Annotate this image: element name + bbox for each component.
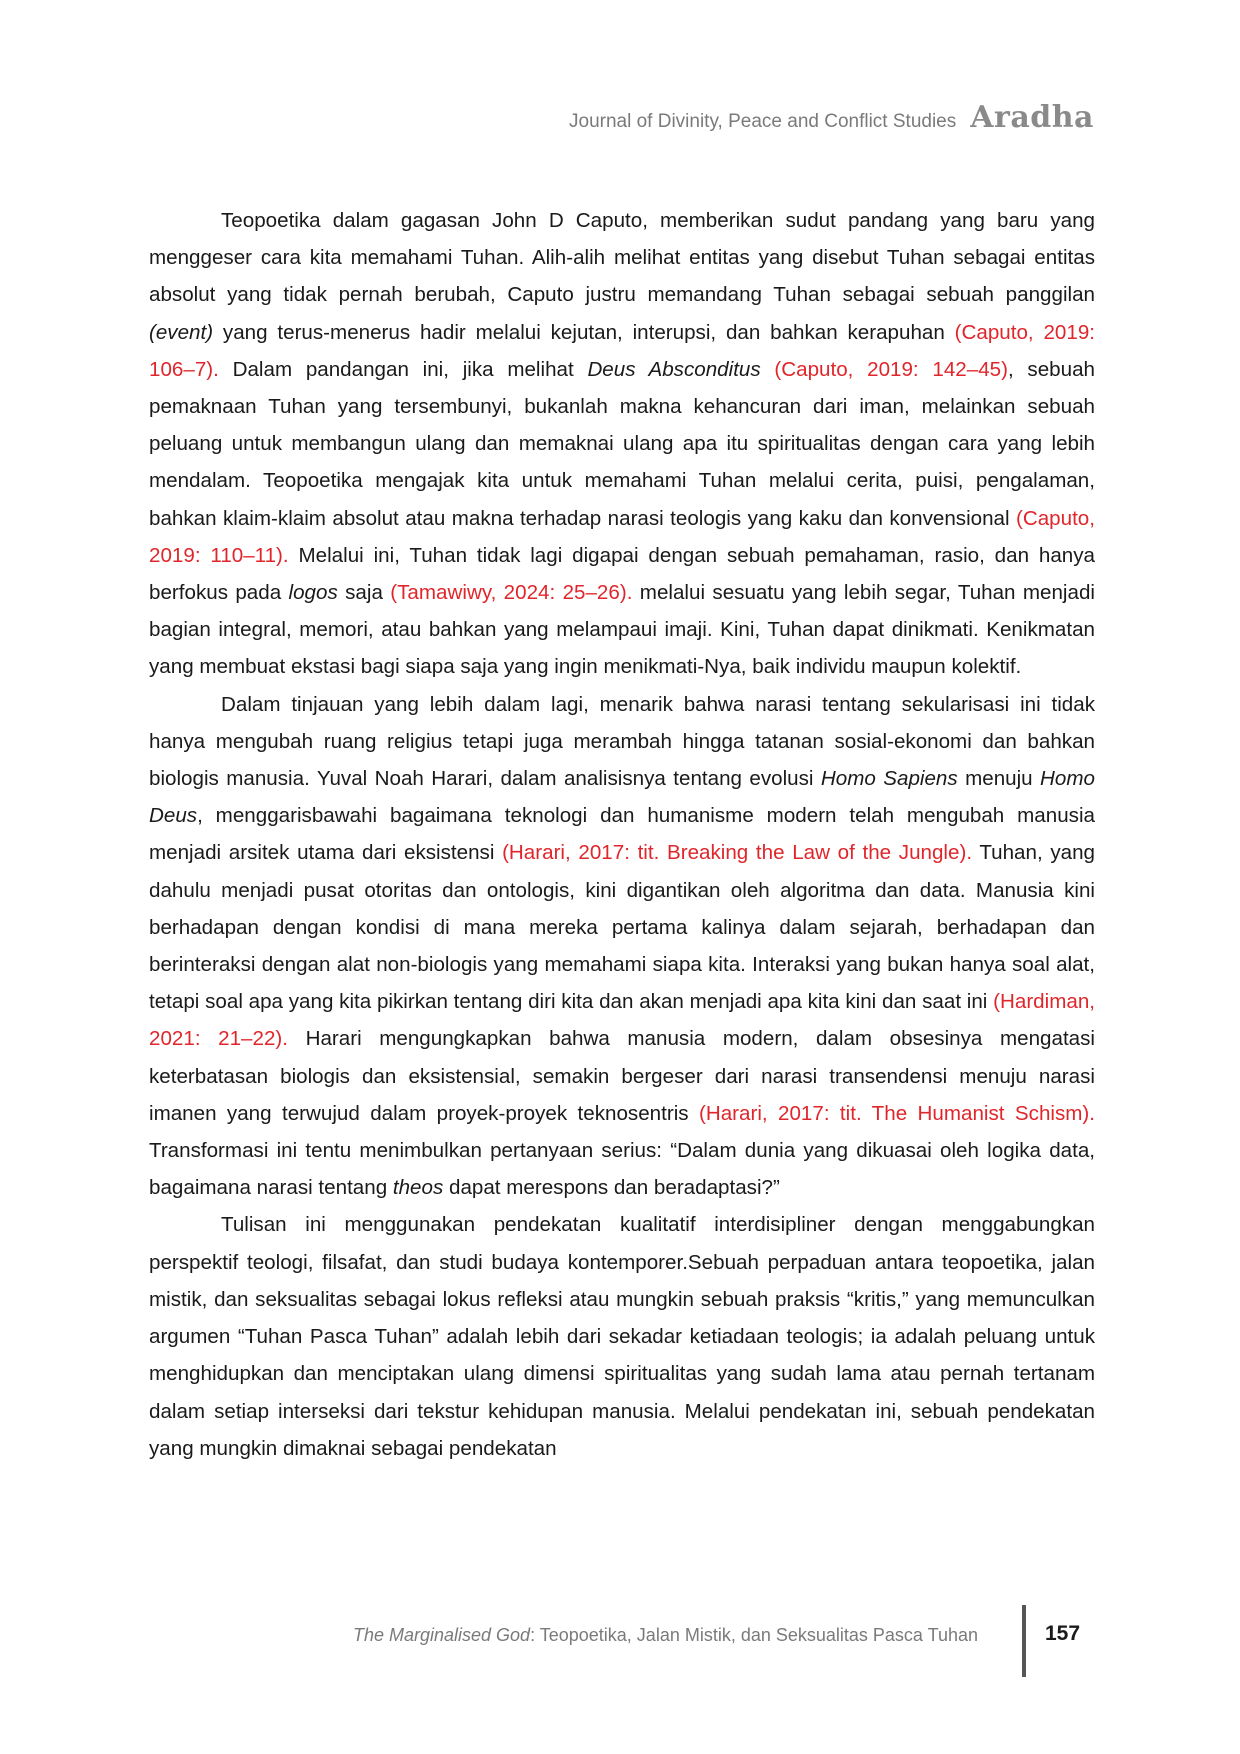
text-run <box>761 358 775 381</box>
italic-term: logos <box>288 581 338 605</box>
citation-link: (Caputo, 2019: 142–45) <box>774 357 1008 381</box>
paragraph <box>149 202 1095 686</box>
footer-divider <box>1022 1605 1026 1677</box>
citation-link: (Caputo, 2019: 110–11). <box>149 506 1095 567</box>
text-run: yang terus-menerus hadir melalui kejutan, interupsi, dan bahkan kerapuhan <box>213 320 955 344</box>
italic-term: Homo Deus <box>149 767 1095 828</box>
italic-term: (event) <box>149 320 214 344</box>
text-run: melalui sesuatu yang lebih segar, Tuhan menjadi bagian integral, memori, atau bahkan yang melampaui imaji. Kini, Tuhan dapat dinikmati. Kenikmatan yang membuat ekstasi bagi siapa saja yang ingin menikmati-Nya, baik individu maupun kolektif. <box>149 581 1095 679</box>
text-run: menuju <box>957 767 1041 791</box>
text-run: saja <box>337 581 391 605</box>
text-run: Melalui ini, Tuhan tidak lagi digapai dengan sebuah pemahaman, rasio, dan hanya berfokus pada <box>149 543 1095 605</box>
citation-link: (Hardiman, 2021: 21–22). <box>149 990 1095 1051</box>
running-header <box>569 100 1094 135</box>
paragraph <box>149 686 1095 1207</box>
journal-logo: Aradha <box>970 100 1094 135</box>
text-run: Dalam tinjauan yang lebih dalam lagi, menarik bahwa narasi tentang sekularisasi ini tidak hanya mengubah ruang religius tetapi juga merambah hingga tatanan sosial-ekonomi dan bahkan biologis manusia. Yuval Noah Harari, dalam analisisnya tentang evolusi <box>149 692 1095 791</box>
article-body <box>149 202 1095 1467</box>
footer-title-rest: : Teopoetika, Jalan Mistik, dan Seksualitas Pasca Tuhan <box>530 1625 978 1645</box>
italic-term: Homo Sapiens <box>820 767 958 791</box>
citation-link: (Tamawiwy, 2024: 25–26). <box>390 581 633 605</box>
text-run: Tuhan, yang dahulu menjadi pusat otoritas dan ontologis, kini digantikan oleh algoritma dan data. Manusia kini berhadapan dengan kondisi di mana mereka pertama kalinya dalam sejarah, berhadapan dan berinteraksi dengan alat non-biologis yang memahami siapa kita. Interaksi yang bukan hanya soal alat, tetapi soal apa yang kita pikirkan tentang diri kita dan akan menjadi apa kita kini dan saat ini <box>149 841 1096 1014</box>
italic-term: Deus Absconditus <box>587 357 761 381</box>
citation-link: (Harari, 2017: tit. Breaking the Law of the Jungle). <box>502 841 973 865</box>
text-run: Teopoetika dalam gagasan John D Caputo, memberikan sudut pandang yang baru yang menggeser cara kita memahami Tuhan. Alih-alih melihat entitas yang disebut Tuhan sebagai entitas absolut yang tidak pernah berubah, Caputo justru memandang Tuhan sebagai sebuah panggilan <box>149 209 1095 307</box>
citation-link: (Caputo, 2019: 106–7). <box>149 320 1095 381</box>
footer-title-italic: The Marginalised God <box>352 1625 531 1645</box>
citation-link: (Harari, 2017: tit. The Humanist Schism). <box>698 1101 1096 1125</box>
text-run: , sebuah pemaknaan Tuhan yang tersembunyi, bukanlah makna kehancuran dari iman, melainkan sebuah peluang untuk membangun ulang dan memaknai ulang apa itu spiritualitas dengan cara yang lebih mendalam. Teopoetika mengajak kita untuk memahami Tuhan melalui cerita, puisi, pengalaman, bahkan klaim-klaim absolut atau makna terhadap narasi teologis yang kaku dan konvensional <box>149 357 1095 530</box>
page-number: 157 <box>1045 1622 1081 1645</box>
text-run: Harari mengungkapkan bahwa manusia modern, dalam obsesinya mengatasi keterbatasan biologis dan eksistensial, semakin bergeser dari narasi transendensi menuju narasi imanen yang terwujud dalam proyek-proyek teknosentris <box>149 1027 1095 1125</box>
journal-name: Journal of Divinity, Peace and Conflict Studies <box>569 111 957 132</box>
italic-term: theos <box>392 1176 444 1200</box>
text-run: Tulisan ini menggunakan pendekatan kualitatif interdisipliner dengan menggabungkan perspektif teologi, filsafat, dan studi budaya kontemporer.Sebuah perpaduan antara teopoetika, jalan mistik, dan seksualitas sebagai lokus refleksi atau mungkin sebuah praksis “kritis,” yang memunculkan argumen “Tuhan Pasca Tuhan” adalah lebih dari sekadar ketiadaan teologis; ia adalah peluang untuk menghidupkan dan menciptakan ulang dimensi spiritualitas yang sudah lama atau pernah tertanam dalam setiap interseksi dari tekstur kehidupan manusia. Melalui pendekatan ini, sebuah pendekatan yang mungkin dimaknai sebagai pendekatan <box>149 1213 1095 1460</box>
text-run: Dalam pandangan ini, jika melihat <box>218 357 588 381</box>
text-run: Transformasi ini tentu menimbulkan pertanyaan serius: “Dalam dunia yang dikuasai oleh logika data, bagaimana narasi tentang <box>149 1139 1095 1200</box>
paragraph <box>149 1206 1095 1466</box>
text-run: , menggarisbawahi bagaimana teknologi dan humanisme modern telah mengubah manusia menjadi arsitek utama dari eksistensi <box>149 804 1095 865</box>
text-run: dapat merespons dan beradaptasi?” <box>443 1176 780 1200</box>
running-footer <box>353 1625 978 1646</box>
